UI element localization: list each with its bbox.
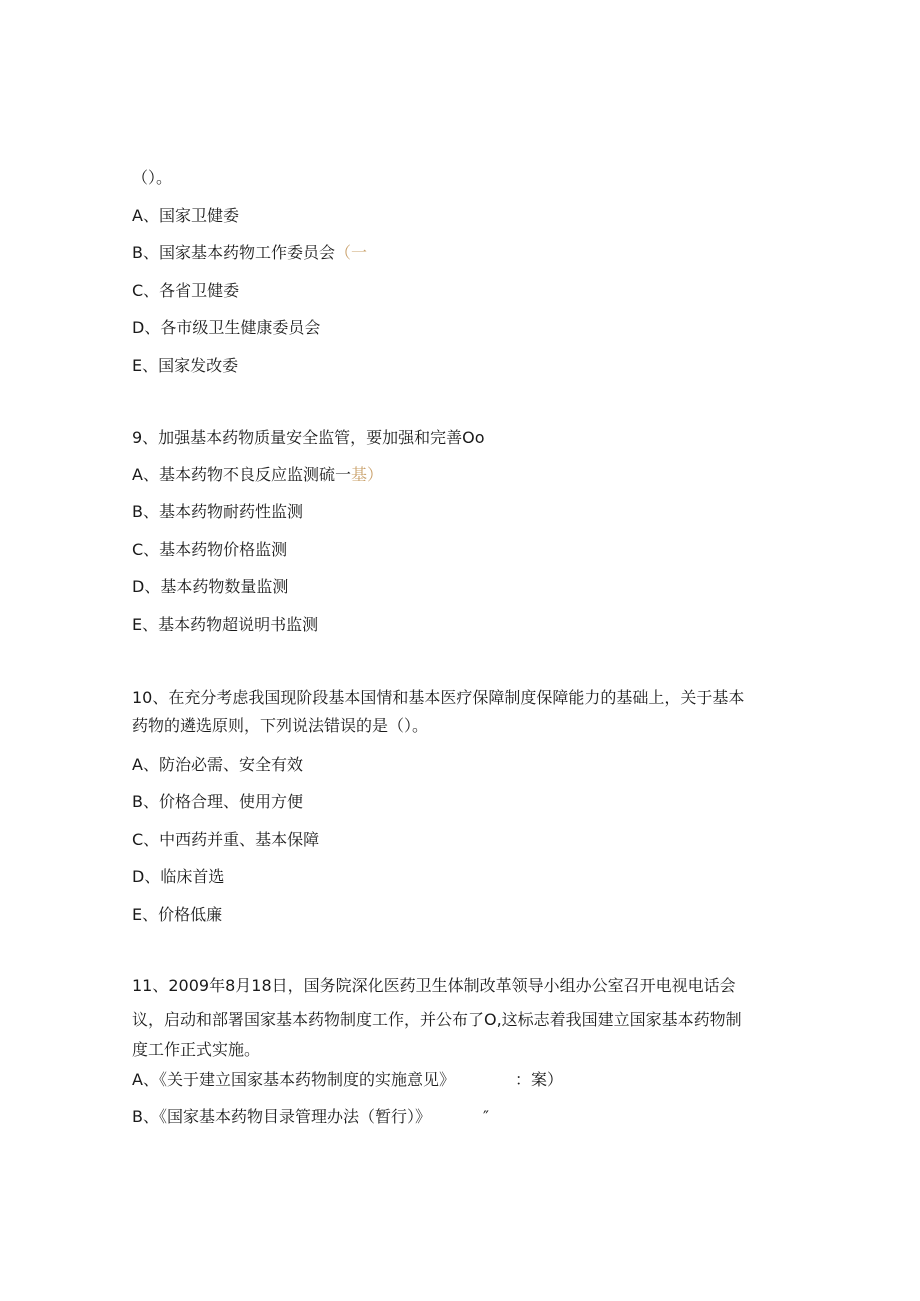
q9-option-d: D、基本药物数量监测 (132, 577, 289, 596)
q10-stem-line1: 10、在充分考虑我国现阶段基本国情和基本医疗保障制度保障能力的基础上，关于基本 (132, 688, 745, 707)
q9-stem: 9、加强基本药物质量安全监管，要加强和完善Oo (132, 428, 485, 447)
q8-stem-tail: （）。 (132, 168, 173, 187)
q8-option-b (132, 243, 367, 263)
q11-option-b-text: B、《国家基本药物目录管理办法（暂行）》 (132, 1107, 431, 1126)
q8-option-b-text: B、国家基本药物工作委员会 (132, 243, 335, 262)
q9-option-a (132, 465, 383, 485)
q11-stem-line3: 度工作正式实施。 (132, 1040, 261, 1059)
q10-option-a: A、防治必需、安全有效 (132, 755, 303, 774)
q8-option-c: C、各省卫健委 (132, 281, 240, 300)
q8-option-d: D、各市级卫生健康委员会 (132, 318, 321, 337)
q10-stem-line2: 药物的遴选原则，下列说法错误的是（）。 (132, 716, 429, 735)
q11-stem-line1: 11、2009年8月18日，国务院深化医药卫生体制改革领导小组办公室召开电视电话会 (132, 976, 736, 995)
q10-option-e: E、价格低廉 (132, 905, 223, 924)
q10-option-c: C、中西药并重、基本保障 (132, 830, 320, 849)
q11-option-b-mark: ″ (482, 1107, 489, 1126)
q9-option-a-text: A、基本药物不良反应监测硫一 (132, 465, 351, 484)
q11-option-a-mark: ：案） (514, 1070, 563, 1089)
q8-option-b-mark: （一 (334, 243, 367, 262)
q11-option-a-text: A、《关于建立国家基本药物制度的实施意见》 (132, 1070, 455, 1089)
q11-option-a (132, 1070, 563, 1090)
q9-option-e: E、基本药物超说明书监测 (132, 615, 319, 634)
q9-option-b: B、基本药物耐药性监测 (132, 502, 303, 521)
q9-option-c: C、基本药物价格监测 (132, 540, 288, 559)
q10-option-b: B、价格合理、使用方便 (132, 792, 303, 811)
q8-option-a: A、国家卫健委 (132, 206, 239, 225)
q10-option-d: D、临床首选 (132, 867, 225, 886)
q11-stem-line2: 议，启动和部署国家基本药物制度工作，并公布了O,这标志着我国建立国家基本药物制 (132, 1010, 742, 1029)
q8-option-e: E、国家发改委 (132, 356, 239, 375)
q9-option-a-mark: 基） (350, 465, 383, 484)
q11-option-b (132, 1107, 489, 1127)
